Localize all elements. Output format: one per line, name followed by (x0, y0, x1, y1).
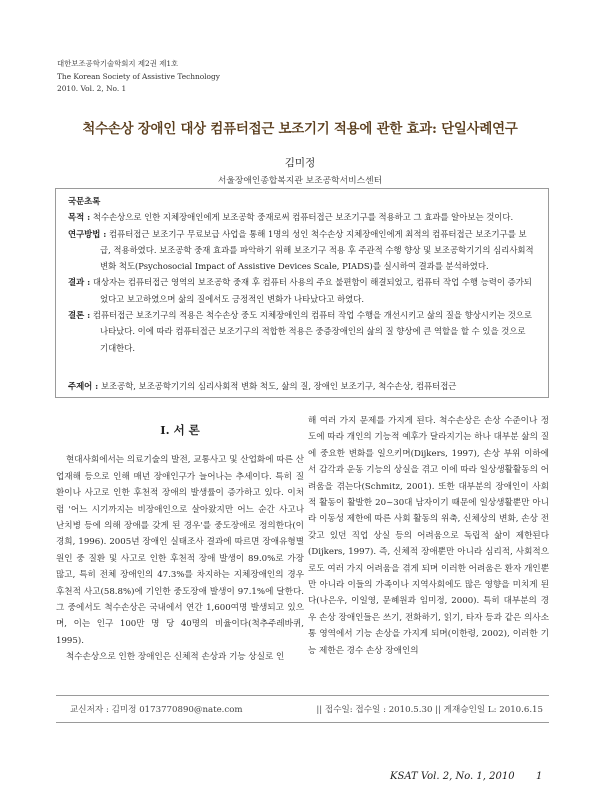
body-paragraph: 척수손상으로 인한 장애인은 신체적 손상과 기능 상실로 인 (66, 652, 285, 663)
abstract-keywords (68, 378, 538, 394)
abstract-text: 척수손상으로 인한 지체장애인에게 보조공학 중재로써 컴퓨터접근 보조기구를 적용하고 그 효과를 알아보는 것이다. (90, 212, 514, 223)
paper-title: 척수손상 장애인 대상 컴퓨터접근 보조기기 적용에 관한 효과: 단일사례연구 (82, 121, 518, 137)
abstract-label: 결론 : (68, 310, 91, 321)
page-footer (390, 771, 543, 782)
keywords-label: 주제어 : (68, 381, 99, 391)
body-column-right (308, 413, 549, 659)
abstract-conclusion (68, 307, 536, 356)
section-heading: I. 서 론 (160, 423, 200, 437)
corresponding-author: 교신저자 : 김미정 0173770890@nate.com (70, 705, 243, 715)
abstract-heading: 국문초록 (68, 196, 101, 206)
journal-name-korean: 대한보조공학기술학회지 제2권 제1호 (57, 59, 179, 68)
journal-citation: KSAT Vol. 2, No. 1, 2010 (390, 771, 515, 782)
body-paragraph: 해 여러 가지 문제를 가지게 된다. 척수손상은 손상 수준이나 정도에 따라 개인의 기능적 예후가 달라지기는 하나 대부분 삶의 질에 중요한 변화를 일으키며(Dijkers, 1997), 손상 부위 이하에서 감각과 운동 기능의 상실을 겪고 이에 따라 일상생활활동의 어려움을 겪는다(Schmitz, 2001). 또한 대부분의 장애인이 사회적 활동이 활발한 20~30대 남자이기 때문에 일상생활뿐만 아니라 이동성 제한에 따른 사회 활동의 위축, 신체상의 변화, 손상 전 갖고 있던 직업 상실 등의 어려움으로 독립적 삶이 제한된다(Dijkers, 1997). 즉, 신체적 장애뿐만 아니라 심리적, 사회적으로도 여러 가지 어려움을 겪게 되며 이러한 어려움은 환자 개인뿐만 아니라 이들의 가족이나 지역사회에도 많은 영향을 미치게 된다(나은우, 이일영, 문혜원과 임미정, 2000). 특히 대부분의 경우 손상 장애인들은 쓰기, 전화하기, 읽기, 타자 등과 같은 의사소통 영역에서 기능 손상을 가지게 되며(이한령, 2002), 이러한 기능 제한은 경수 손상 장애인의 (308, 416, 549, 656)
journal-volume: 2010. Vol. 2, No. 1 (57, 84, 127, 93)
submission-dates: || 접수일: 접수일 : 2010.5.30 || 게재승인일 L: 2010.6.15 (316, 705, 543, 715)
abstract-text: 컴퓨터접근 보조기구의 적용은 척수손상 중도 지체장애인의 컴퓨터 작업 수행을 개선시키고 삶의 질을 향상시키는 것으로 나타났다. 이에 따라 컴퓨터접근 보조기구의 적합한 적용은 중증장애인의 삶의 질 향상에 큰 역할을 할 수 있을 것으로 기대한다. (90, 310, 532, 353)
page-number: 1 (536, 771, 543, 782)
abstract-method (68, 226, 536, 275)
journal-header (57, 58, 220, 96)
author-name: 김미정 (284, 157, 316, 169)
body-paragraph: 현대사회에서는 의료기술의 발전, 교통사고 및 산업화에 따른 산업재해 등으로 인해 매년 장애인구가 늘어나는 추세이다. 특히 질환이나 사고로 인한 후천적 장애의 발생률이 증가하고 있다. 이처럼 '어느 시기까지는 비장애인으로 살아왔지만 어느 순간 사고나 난치병 등에 의해 장애를 갖게 된 경우'를 중도장애로 정의한다(이경희, 1996). 2005년 장애인 실태조사 결과에 따르면 장애유형별 원인 중 질환 및 사고로 인한 후천적 장애 발생이 89.0%로 가장 많고, 특히 전체 장애인의 47.3%를 차지하는 지체장애인의 경우 후천적 사고(58.8%)에 기인한 중도장애 발생이 97.1%에 달한다. 그 중에서도 척수손상은 국내에서 연간 1,600여명 발생되고 있으며, 이는 인구 100만 명 당 40명의 비율이다(척추주레바퀴, 1995). (56, 455, 304, 646)
correspondence-footer (56, 695, 549, 723)
keywords-text: 보조공학, 보조공학기기의 심리사회적 변화 척도, 삶의 질, 장애인 보조기구, 척수손상, 컴퓨터접근 (98, 381, 457, 391)
abstract-text: 컴퓨터접근 보조기구 무료보급 사업을 통해 1명의 성인 척수손상 지체장애인에게 최적의 컴퓨터접근 보조기구를 보급, 적용하였다. 보조공학 중재 효과를 파악하기 위해 보조기구 적용 후 주관적 수행 향상 및 보조공학기기의 심리사회적 변화 척도(Psychosocial Impact of Assistive Devices Scale, PIADS)를 실시하여 결과를 분석하였다. (100, 228, 534, 272)
abstract-purpose (68, 209, 536, 225)
journal-name-english: The Korean Society of Assistive Technology (57, 71, 220, 81)
abstract-results (68, 274, 536, 307)
abstract-label: 결과 : (68, 277, 91, 288)
author-affiliation: 서울장애인종합복지관 보조공학서비스센터 (217, 176, 383, 186)
abstract-label: 연구방법 : (68, 228, 107, 239)
abstract-text: 대상자는 컴퓨터접근 영역의 보조공학 중재 후 컴퓨터 사용의 주요 불편함이 해결되었고, 컴퓨터 작업 수행 능력이 증가되었다고 보고하였으며 삶의 질에서도 긍정적인 변화가 나타났다고 하였다. (90, 277, 532, 304)
abstract-label: 목적 : (68, 212, 91, 223)
body-column-left (56, 418, 304, 666)
abstract-box (55, 188, 549, 398)
